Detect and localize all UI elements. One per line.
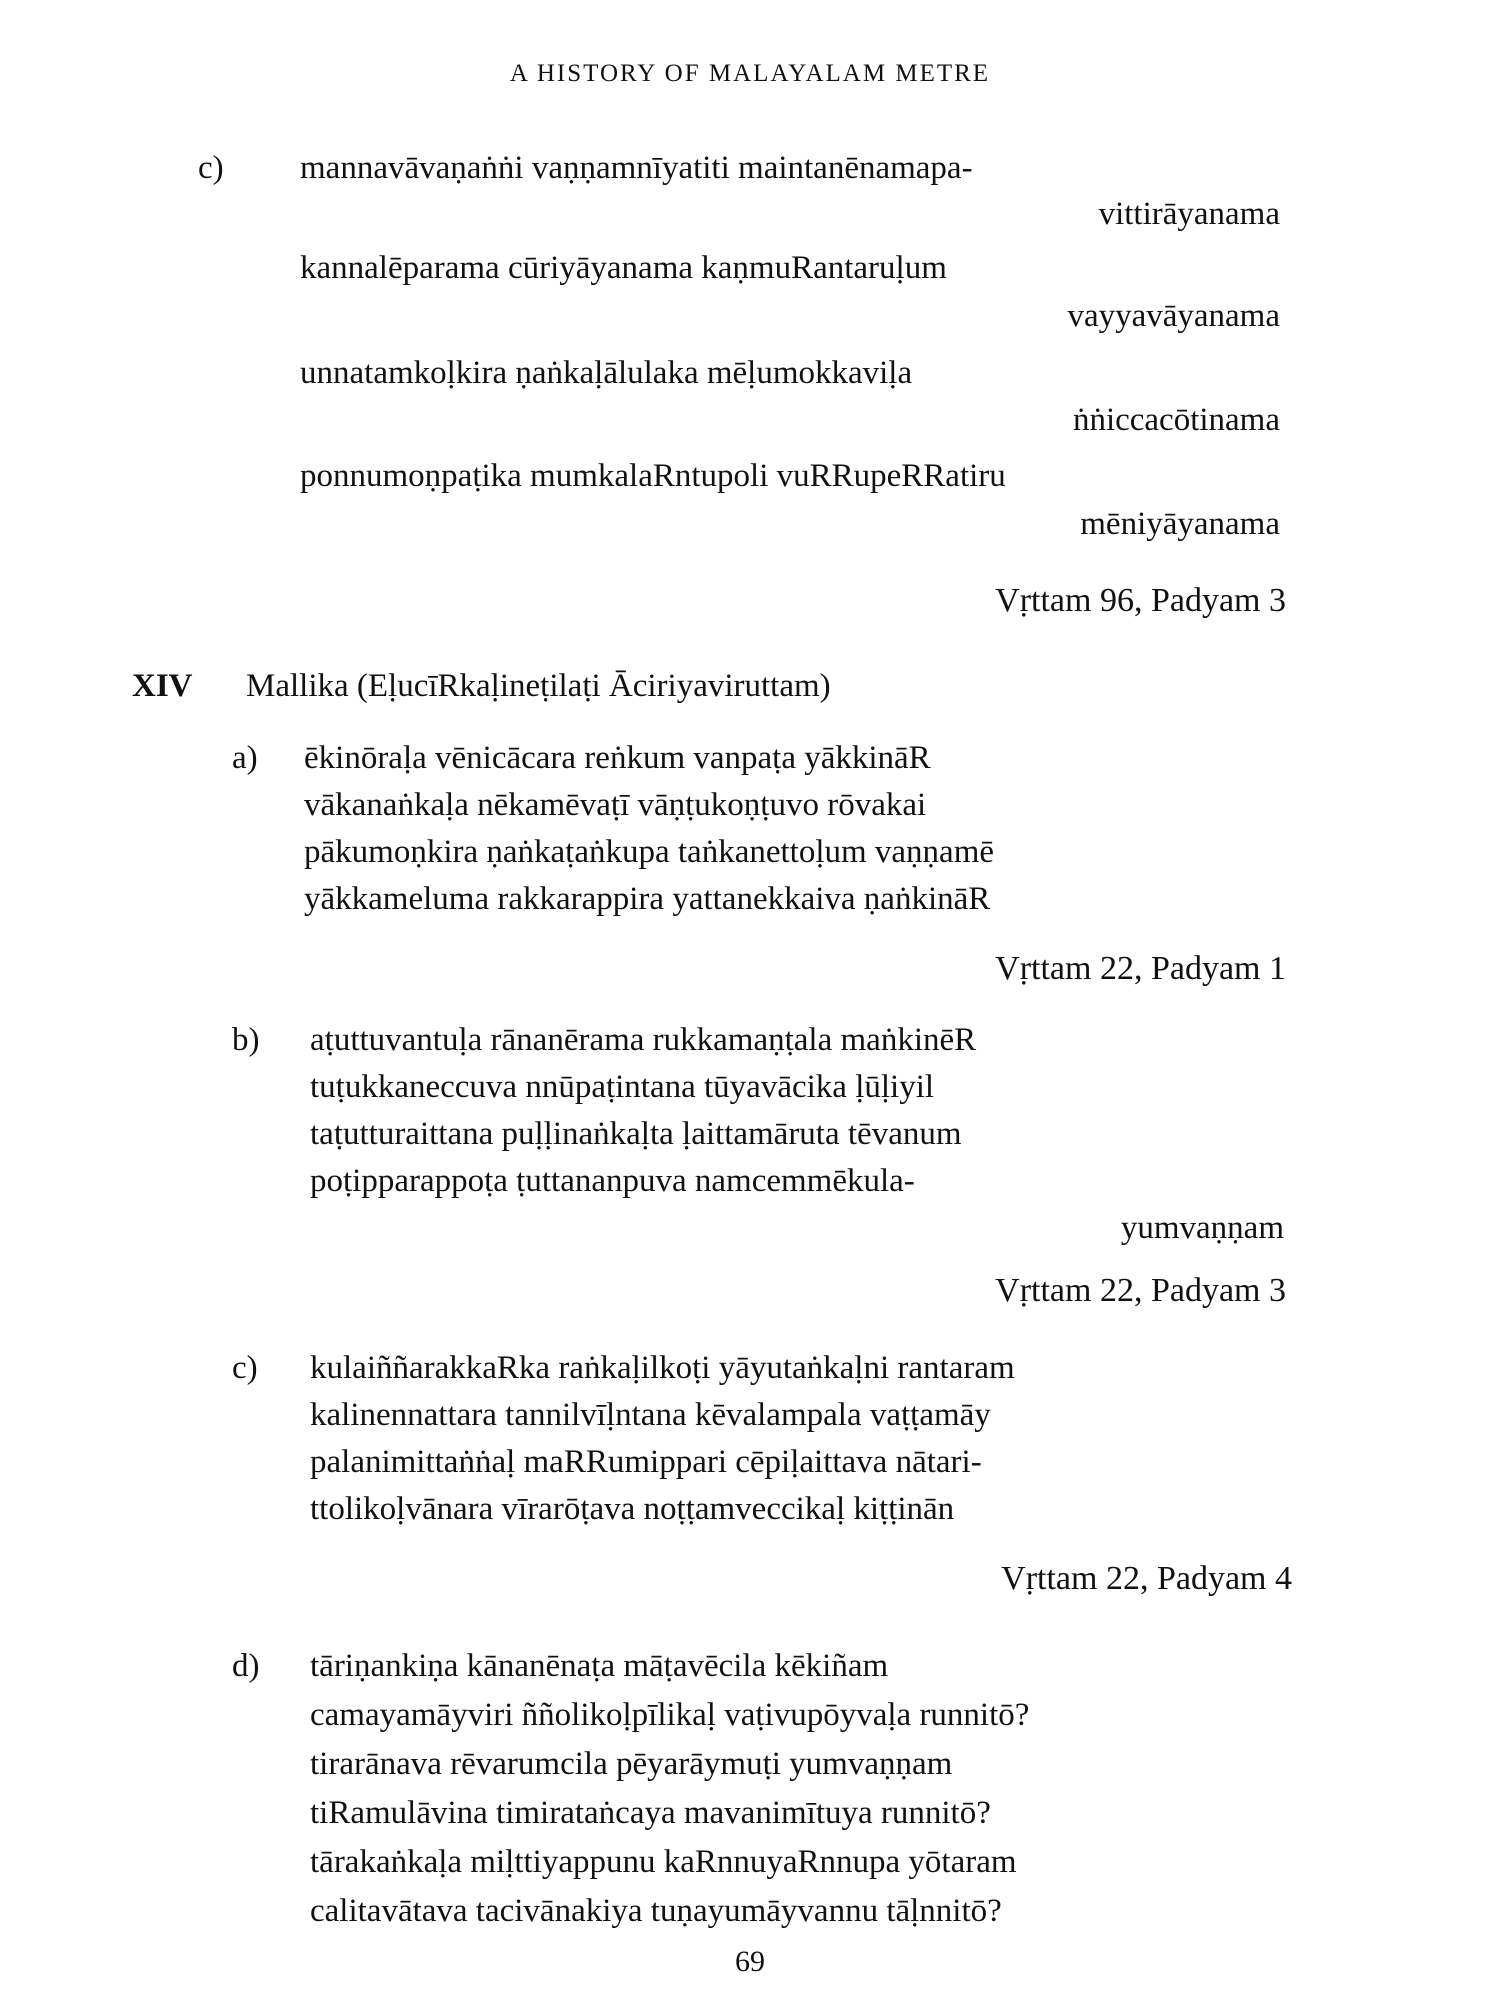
verse-line: vākanaṅkaḷa nēkamēvaṭī vāṇṭukoṇṭuvo rōvakai bbox=[304, 787, 927, 823]
verse-line: aṭuttuvantuḷa rānanērama rukkamaṇṭala maṅkinēR bbox=[310, 1022, 977, 1058]
item-label-c: c) bbox=[198, 150, 224, 186]
verse-line: tuṭukkaneccuva nnūpaṭintana tūyavācika ḷūḷiyil bbox=[310, 1069, 935, 1105]
verse-continuation: yumvaṇṇam bbox=[1120, 1210, 1284, 1246]
section-number: XIV bbox=[132, 668, 193, 704]
page-number: 69 bbox=[735, 1945, 765, 1978]
item-label-c2: c) bbox=[232, 1350, 258, 1386]
verse-line: pākumoṇkira ṇaṅkaṭaṅkupa taṅkanettoḷum vaṇṇamē bbox=[304, 834, 995, 870]
verse-line: kalinennattara tannilvīḷntana kēvalampala vaṭṭamāy bbox=[310, 1397, 991, 1433]
verse-line: unnatamkoḷkira ṇaṅkaḷālulaka mēḷumokkaviḷa bbox=[300, 355, 913, 391]
verse-reference: Vṛttam 96, Padyam 3 bbox=[995, 582, 1286, 619]
verse-reference: Vṛttam 22, Padyam 4 bbox=[1001, 1560, 1292, 1597]
verse-line: tirarānava rēvarumcila pēyarāymuṭi yumvaṇṇam bbox=[310, 1746, 953, 1782]
verse-line: taṭutturaittana puḷḷinaṅkaḷta ḷaittamāruta tēvanum bbox=[310, 1116, 962, 1152]
verse-line: palanimittaṅṅaḷ maRRumippari cēpiḷaittava nātari- bbox=[310, 1444, 982, 1480]
verse-line: calitavātava tacivānakiya tuṇayumāyvannu tāḷnnitō? bbox=[310, 1893, 1002, 1929]
verse-line: camayamāyviri ññolikoḷpīlikaḷ vaṭivupōyvaḷa runnitō? bbox=[310, 1697, 1030, 1733]
verse-line: poṭipparappoṭa ṭuttananpuva namcemmēkula- bbox=[310, 1163, 915, 1199]
verse-continuation: mēniyāyanama bbox=[1080, 506, 1280, 542]
verse-line: tiRamulāvina timirataṅcaya mavanimītuya runnitō? bbox=[310, 1795, 991, 1831]
verse-line: yākkameluma rakkarappira yattanekkaiva ṇaṅkināR bbox=[304, 881, 991, 917]
verse-line: tārakaṅkaḷa miḷttiyappunu kaRnnuyaRnnupa yōtaram bbox=[310, 1844, 1017, 1880]
verse-continuation: vayyavāyanama bbox=[1067, 298, 1280, 334]
verse-line: mannavāvaṇaṅṅi vaṇṇamnīyatiti maintanēnamapa- bbox=[300, 150, 973, 186]
verse-reference: Vṛttam 22, Padyam 3 bbox=[995, 1272, 1286, 1309]
item-label-d: d) bbox=[232, 1648, 260, 1684]
verse-line: tāriṇankiṇa kānanēnaṭa māṭavēcila kēkiñam bbox=[310, 1648, 889, 1684]
section-title: Mallika (EḷucīRkaḷineṭilaṭi Āciriyaviruttam) bbox=[246, 668, 831, 704]
verse-line: kannalēparama cūriyāyanama kaṇmuRantaruḷum bbox=[300, 250, 947, 286]
running-head: A HISTORY OF MALAYALAM METRE bbox=[509, 60, 991, 87]
verse-line: kulaiññarakkaRka raṅkaḷilkoṭi yāyutaṅkaḷni rantaram bbox=[310, 1350, 1015, 1386]
verse-line: ttolikoḷvānara vīrarōṭava noṭṭamveccikaḷ kiṭṭinān bbox=[310, 1491, 955, 1527]
verse-reference: Vṛttam 22, Padyam 1 bbox=[995, 950, 1286, 987]
item-label-b: b) bbox=[232, 1022, 260, 1058]
verse-continuation: ṅṅiccacōtinama bbox=[1072, 402, 1280, 438]
item-label-a: a) bbox=[232, 740, 258, 776]
verse-line: ponnumoṇpaṭika mumkalaRntupoli vuRRupeRRatiru bbox=[300, 458, 1006, 494]
verse-continuation: vittirāyanama bbox=[1098, 196, 1280, 232]
verse-line: ēkinōraḷa vēnicācara reṅkum vanpaṭa yākkināR bbox=[304, 740, 931, 776]
